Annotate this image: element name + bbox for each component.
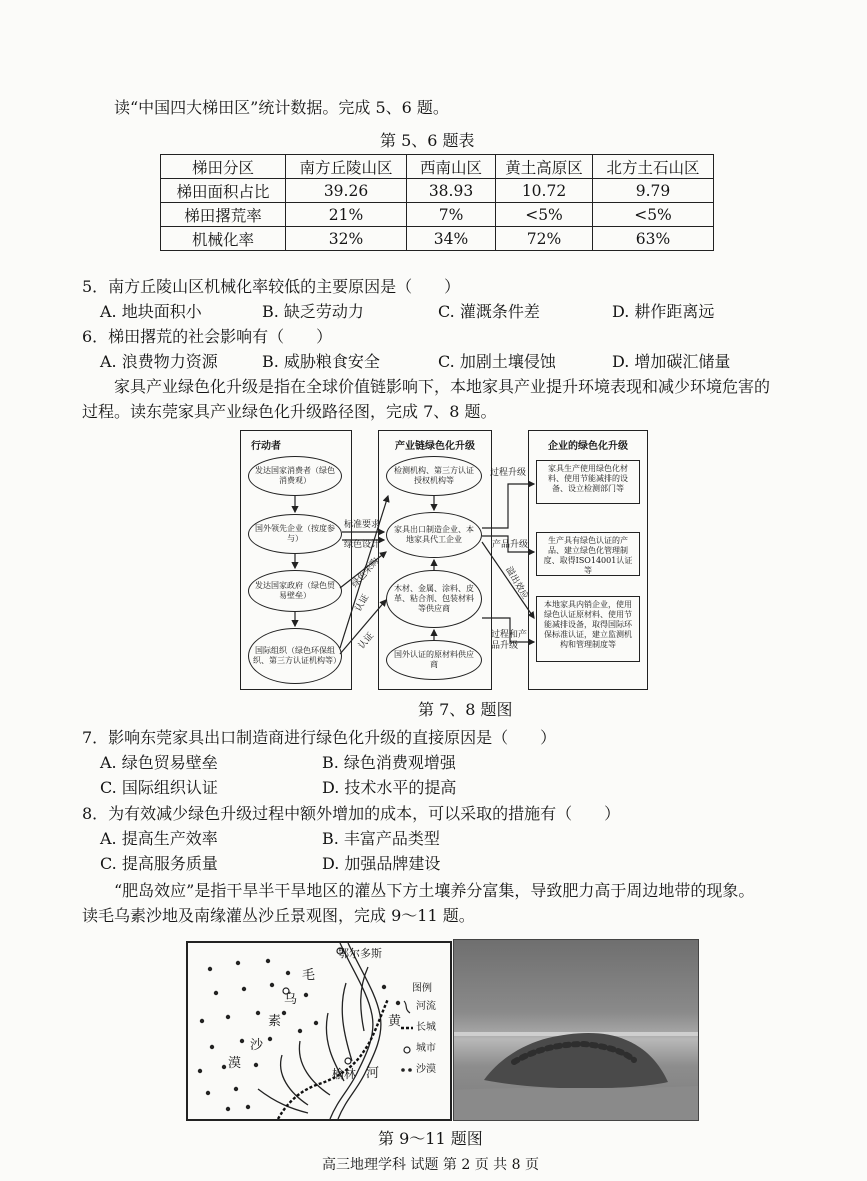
q5-option-a[interactable]: A. 地块面积小 <box>100 302 202 321</box>
chain-suppliers: 木材、金属、涂料、皮革、粘合剂、包装材料等供应商 <box>386 570 482 628</box>
intro-9-11-line2: 读毛乌素沙地及南缘灌丛沙丘景观图，完成 9～11 题。 <box>82 906 475 925</box>
table-cell: <5% <box>593 203 714 227</box>
legend-city: 城市 <box>416 1043 436 1054</box>
actor-governments: 发达国家政府（绿色贸易壁垒） <box>248 570 342 612</box>
firm-domestic-box: 本地家具内销企业，使用绿色认证原材料、使用节能减排设备，取得国际环保标准认证，建立监测机构和管理制度等 <box>536 596 640 662</box>
table-header-row <box>161 155 714 179</box>
map-label-mo: 漠 <box>228 1056 242 1071</box>
table-header-cell: 黄土高原区 <box>496 155 593 179</box>
table-cell: 10.72 <box>496 179 593 203</box>
shrub-dune-photo <box>453 939 699 1121</box>
table-cell: 7% <box>407 203 496 227</box>
table-header-cell: 西南山区 <box>407 155 496 179</box>
map-label-sha: 沙 <box>250 1038 264 1053</box>
table-cell: 39.26 <box>286 179 407 203</box>
firm-product-box: 生产具有绿色认证的产品、建立绿色化管理制度、取得ISO14001认证等 <box>536 532 640 576</box>
chain-foreign-suppliers: 国外认证的原材料供应商 <box>386 640 482 680</box>
table-cell: 机械化率 <box>161 227 286 251</box>
legend-title: 图例 <box>412 983 432 994</box>
table-row <box>161 203 714 227</box>
question-8-stem: 8．为有效减少绿色升级过程中额外增加的成本，可以采取的措施有（ ） <box>82 804 621 823</box>
edge-label-spillover: 溢出效应 <box>503 565 530 602</box>
q7-option-d[interactable]: D. 技术水平的提高 <box>322 778 457 797</box>
terrace-table <box>160 154 714 251</box>
q5-option-d[interactable]: D. 耕作距离远 <box>612 302 715 321</box>
q5-option-c[interactable]: C. 灌溉条件差 <box>438 302 540 321</box>
intro-7-8-line2: 过程。读东莞家具产业绿色化升级路径图，完成 7、8 题。 <box>82 402 497 421</box>
legend-river: 河流 <box>416 1001 436 1012</box>
table-row <box>161 179 714 203</box>
map-label-huang: 黄 <box>388 1014 402 1029</box>
table-row <box>161 227 714 251</box>
firm-process-box: 家具生产使用绿色化材料、使用节能减排的设备、设立检测部门等 <box>536 460 640 504</box>
diagram-caption: 第 7、8 题图 <box>418 700 513 719</box>
q8-option-a[interactable]: A. 提高生产效率 <box>100 829 218 848</box>
map-label-mao: 毛 <box>302 968 316 983</box>
table-header-cell: 北方土石山区 <box>593 155 714 179</box>
map-caption: 第 9～11 题图 <box>378 1129 483 1148</box>
legend-river-icon <box>402 999 414 1015</box>
legend-desert: 沙漠 <box>416 1064 436 1075</box>
table-cell: 梯田撂荒率 <box>161 203 286 227</box>
table-cell: <5% <box>496 203 593 227</box>
chain-manufacturers: 家具出口制造企业、本地家具代工企业 <box>386 512 482 558</box>
map-label-ordos: 鄂尔多斯 <box>338 947 382 960</box>
edge-label-standard: 标准要求 <box>344 520 381 530</box>
q6-option-a[interactable]: A. 浪费物力资源 <box>100 352 218 371</box>
q6-option-d[interactable]: D. 增加碳汇储量 <box>612 352 731 371</box>
map-label-su: 素 <box>268 1014 282 1029</box>
actor-intl-orgs: 国际组织（绿色环保组织、第三方认证机构等） <box>248 628 342 684</box>
photo-scene <box>454 940 698 1120</box>
q8-option-d[interactable]: D. 加强品牌建设 <box>322 854 441 873</box>
edge-label-procure: 绿色采购 <box>349 556 382 590</box>
chain-title: 产业链绿色化升级 <box>395 441 475 452</box>
map-label-wu: 乌 <box>284 992 298 1007</box>
legend-city-icon <box>402 1045 412 1055</box>
legend-wall-icon <box>400 1023 414 1033</box>
table-cell: 72% <box>496 227 593 251</box>
table-cell: 梯田面积占比 <box>161 179 286 203</box>
table-cell: 9.79 <box>593 179 714 203</box>
q6-option-b[interactable]: B. 威胁粮食安全 <box>262 352 380 371</box>
page-footer: 高三地理学科 试题 第 2 页 共 8 页 <box>322 1157 539 1173</box>
table-cell: 32% <box>286 227 407 251</box>
map-label-yulin: 榆林 <box>332 1067 357 1081</box>
diagram-arrows <box>240 428 650 692</box>
question-5-stem: 5．南方丘陵山区机械化率较低的主要原因是（ ） <box>82 277 461 296</box>
q5-option-b[interactable]: B. 缺乏劳动力 <box>262 302 364 321</box>
chain-certifiers: 检测机构、第三方认证授权机构等 <box>386 456 482 496</box>
actors-title: 行动者 <box>251 441 281 452</box>
q7-option-a[interactable]: A. 绿色贸易壁垒 <box>100 753 218 772</box>
edge-label-design: 绿色设计 <box>344 540 381 550</box>
edge-label-process-product: 过程和产品升级 <box>491 630 528 651</box>
table-caption: 第 5、6 题表 <box>380 131 475 150</box>
table-cell: 38.93 <box>407 179 496 203</box>
green-upgrade-diagram <box>240 428 650 692</box>
table-cell: 21% <box>286 203 407 227</box>
mu-us-map <box>186 941 452 1121</box>
actor-consumers: 发达国家消费者（绿色消费观） <box>248 456 342 496</box>
edge-label-certify-2: 认证 <box>357 631 377 652</box>
firm-title: 企业的绿色化升级 <box>548 441 628 452</box>
q8-option-c[interactable]: C. 提高服务质量 <box>100 854 218 873</box>
intro-5-6: 读“中国四大梯田区”统计数据。完成 5、6 题。 <box>114 98 449 117</box>
table-cell: 34% <box>407 227 496 251</box>
q7-option-b[interactable]: B. 绿色消费观增强 <box>322 753 456 772</box>
q8-option-b[interactable]: B. 丰富产品类型 <box>322 829 440 848</box>
table-cell: 63% <box>593 227 714 251</box>
legend-wall: 长城 <box>416 1022 436 1033</box>
edge-label-process: 过程升级 <box>490 468 527 478</box>
intro-7-8-line1: 家具产业绿色化升级是指在全球价值链影响下，本地家具产业提升环境表现和减少环境危害的 <box>114 377 771 396</box>
map-label-he: 河 <box>366 1066 380 1081</box>
q7-option-c[interactable]: C. 国际组织认证 <box>100 778 218 797</box>
legend-desert-icon <box>400 1065 414 1075</box>
table-header-cell: 梯田分区 <box>161 155 286 179</box>
question-6-stem: 6．梯田撂荒的社会影响有（ ） <box>82 327 333 346</box>
edge-label-certify-1: 认证 <box>353 592 372 614</box>
q6-option-c[interactable]: C. 加剧土壤侵蚀 <box>438 352 556 371</box>
question-7-stem: 7．影响东莞家具出口制造商进行绿色化升级的直接原因是（ ） <box>82 728 557 747</box>
table-header-cell: 南方丘陵山区 <box>286 155 407 179</box>
edge-label-product: 产品升级 <box>492 540 529 550</box>
actor-leading-firms: 国外领先企业（按度参与） <box>248 514 342 554</box>
intro-9-11-line1: “肥岛效应”是指干旱半干旱地区的灌丛下方土壤养分富集，导致肥力高于周边地带的现象。 <box>114 881 755 900</box>
